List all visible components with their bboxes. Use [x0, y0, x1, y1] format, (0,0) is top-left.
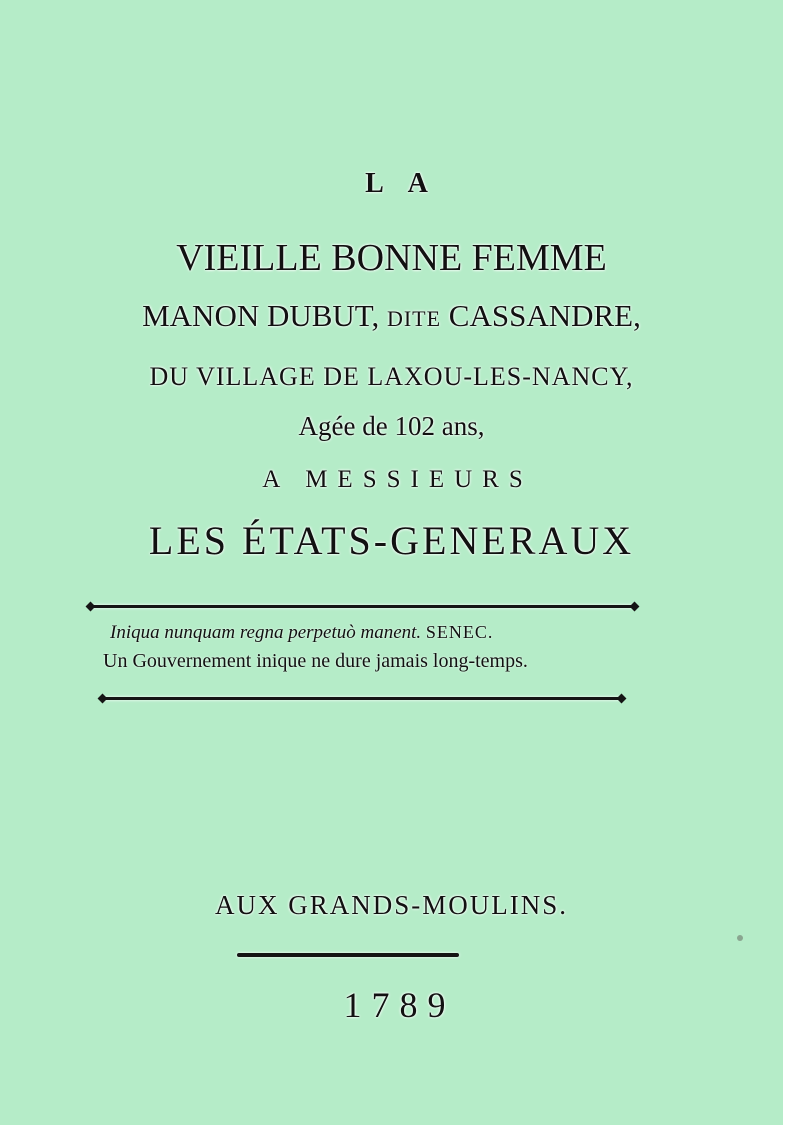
imprint-year: 1789 — [343, 985, 456, 1025]
village-line: DU VILLAGE DE LAXOU-LES-NANCY, — [149, 362, 634, 391]
main-title: VIEILLE BONNE FEMME — [176, 237, 607, 279]
address-line: A MESSIEURS — [262, 466, 533, 493]
author-dite: DITE — [386, 306, 442, 331]
imprint-rule-divider — [237, 953, 459, 957]
motto-author: SENEC. — [425, 622, 494, 642]
latin-motto — [110, 622, 493, 644]
latin-motto-text: Iniqua nunquam regna perpetuò manent. — [110, 622, 422, 643]
paper-speck — [737, 935, 743, 941]
french-motto: Un Gouvernement inique ne dure jamais long-temps. — [103, 650, 528, 672]
imprint-place: AUX GRANDS-MOULINS. — [214, 890, 568, 920]
age-line: Agée de 102 ans, — [298, 411, 485, 441]
title-article: L A — [365, 168, 438, 199]
author-name: MANON DUBUT, — [142, 298, 380, 333]
upper-rule-divider — [90, 605, 635, 608]
lower-rule-divider — [102, 697, 622, 700]
author-name-line — [0, 298, 783, 334]
recipients-line: LES ÉTATS-GENERAUX — [148, 518, 635, 563]
author-alias: CASSANDRE, — [448, 298, 641, 333]
